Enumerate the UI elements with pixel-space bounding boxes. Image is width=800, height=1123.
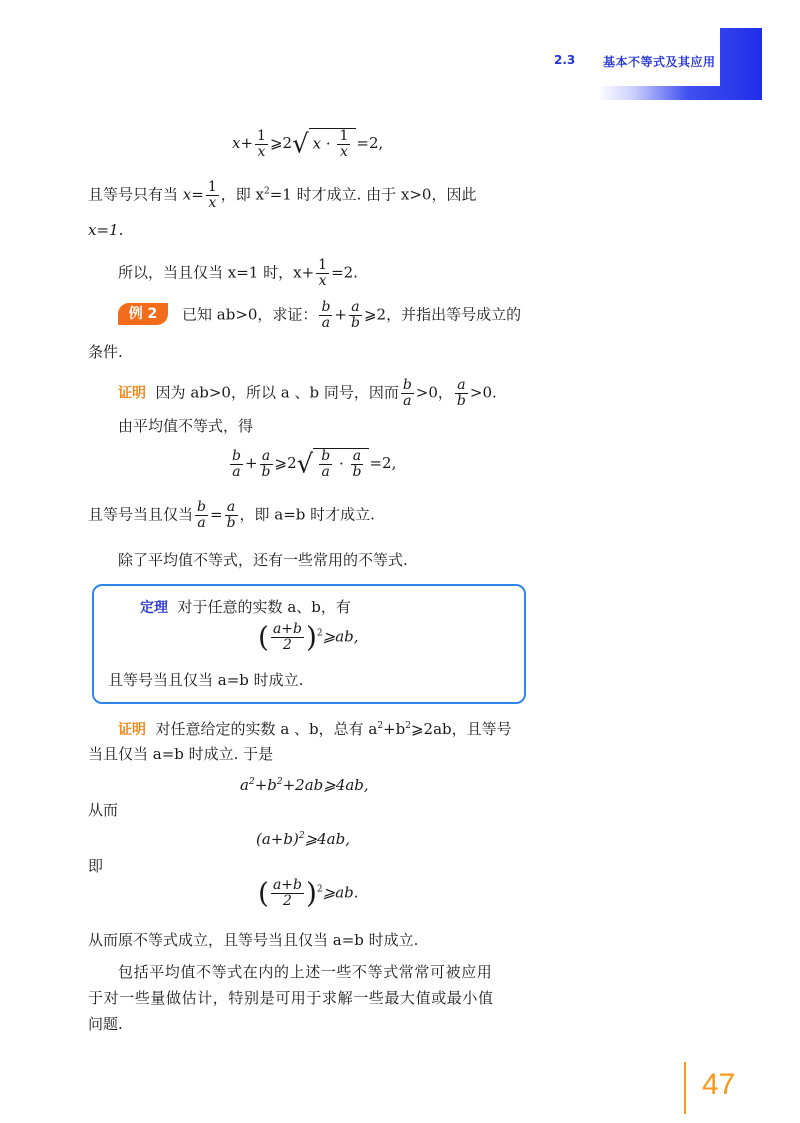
text-equality-condition: 且等号只有当 x= $\frac{1}{x}$ ，即 $x^2=1$ 时才成立. 由于 x>0，因此	[88, 179, 477, 211]
proof1-line3: 且等号当且仅当 $\frac{b}{a}$ = $\frac{a}{b}$ ，即 a=b 时才成立.	[88, 499, 375, 531]
proof1-line2: 由平均值不等式，得	[118, 417, 254, 435]
theorem-condition: 且等号当且仅当 a=b 时成立.	[108, 671, 304, 689]
word-conger: 从而	[88, 801, 119, 819]
transition-text: 除了平均值不等式，还有一些常用的不等式.	[118, 551, 408, 569]
example-statement-cont: 条件.	[88, 343, 123, 361]
text-x-equals-1: x=1.	[88, 221, 124, 239]
page-number: 47	[702, 1068, 736, 1101]
formula-square-sum: $(a+b)^2⩾4ab$,	[256, 830, 350, 848]
section-number: 2.3	[554, 53, 576, 67]
section-title: 基本不等式及其应用	[603, 55, 716, 69]
formula-final: ( $\frac{a+b}{2}$ )$^2$⩾ab.	[258, 876, 359, 910]
theorem-label: 定理	[140, 600, 168, 616]
example-statement: 已知 ab>0，求证： $\frac{b}{a}$ + $\frac{a}{b}$ ⩾2，并指出等号成立的	[182, 299, 522, 331]
proof2-conclusion: 从而原不等式成立，且等号当且仅当 a=b 时成立.	[88, 931, 419, 949]
text-therefore: 所以，当且仅当 x=1 时，x+ $\frac{1}{x}$ =2.	[118, 257, 358, 289]
theorem-formula: ( $\frac{a+b}{2}$ )$^2$⩾ab,	[258, 620, 359, 654]
proof2-line1: 证明 对任意给定的实数 a 、b，总有 $a^2+b^2⩾2ab$，且等号	[118, 720, 512, 738]
formula-x-plus-inverse: x+ $\frac{1}{x}$ ⩾2√ x · $\frac{1}{x}$ =2,	[232, 127, 384, 160]
proof2-line2: 当且仅当 a=b 时成立. 于是	[88, 745, 274, 763]
closing-line2: 于对一些量做估计，特别是可用于求解一些最大值或最小值	[88, 989, 494, 1007]
proof1-line1: 证明 因为 ab>0，所以 a 、b 同号，因而 $\frac{b}{a}$ >0， $\frac{a}{b}$ >0.	[118, 377, 497, 409]
theorem-statement: 定理 对于任意的实数 a、b，有	[140, 598, 351, 616]
closing-line1: 包括平均值不等式在内的上述一些不等式常常可被应用	[118, 963, 493, 981]
proof2-label: 证明	[118, 722, 146, 738]
page-number-divider	[684, 1062, 686, 1114]
formula-sum-squares: $a^2+b^2+2ab⩾4ab$,	[240, 776, 369, 794]
proof-label: 证明	[118, 385, 146, 402]
formula-mean-inequality: $\frac{b}{a}$ + $\frac{a}{b}$ ⩾2√ $\frac{b}{a}$ · $\frac{a}{b}$ =2,	[232, 447, 397, 480]
example-badge: 例 2	[118, 303, 168, 325]
word-ji: 即	[88, 857, 104, 875]
closing-line3: 问题.	[88, 1015, 123, 1033]
